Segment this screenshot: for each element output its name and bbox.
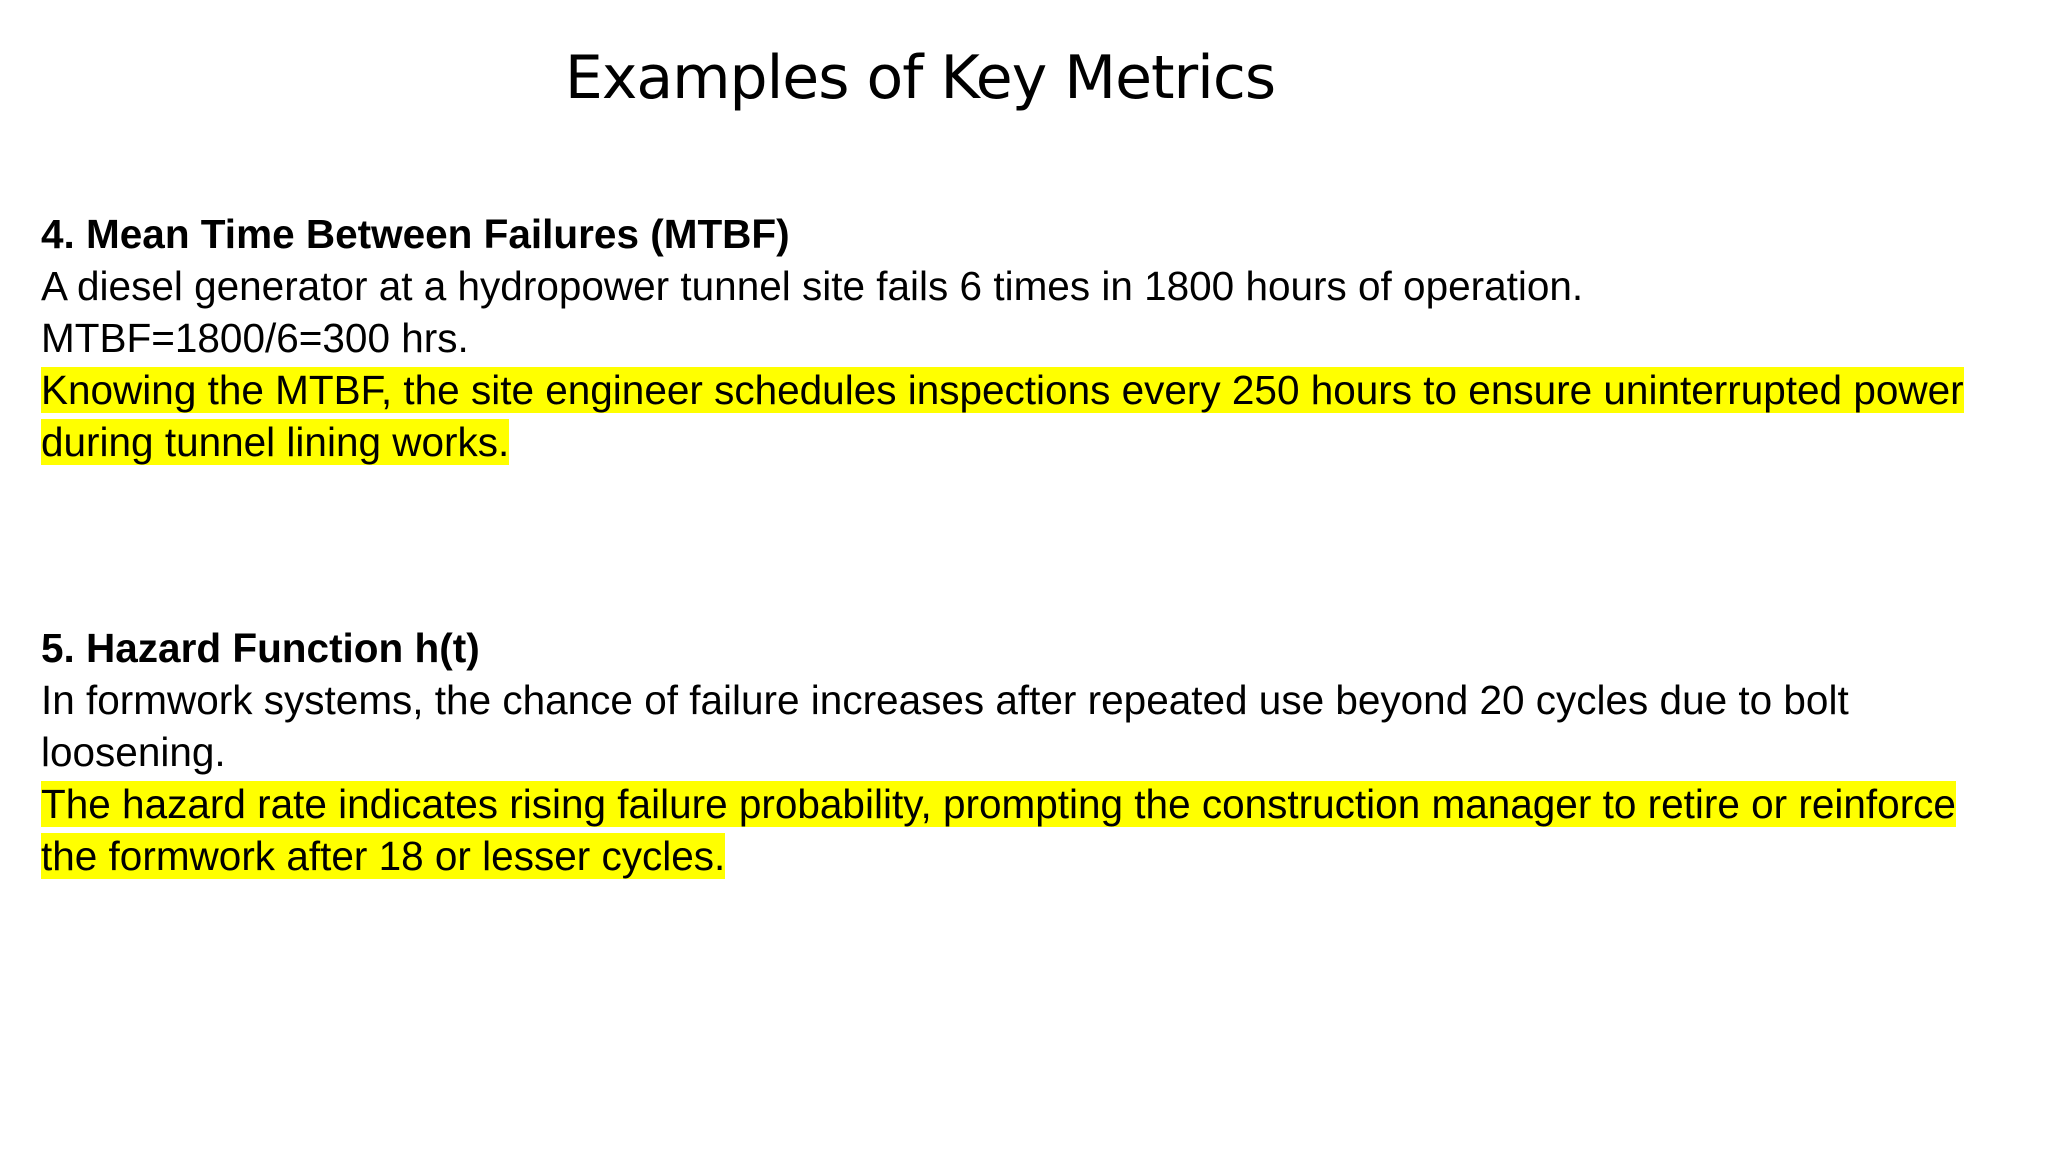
hazard-description: In formwork systems, the chance of failure increases after repeated use beyond 20 cycles due to bolt loosening. [41, 677, 1849, 775]
mtbf-highlighted-text: Knowing the MTBF, the site engineer schedules inspections every 250 hours to ensure uninterrupted power during tunnel lining works. [41, 367, 1964, 465]
mtbf-formula: MTBF=1800/6=300 hrs. [41, 315, 469, 361]
section-hazard-function [41, 622, 2001, 882]
mtbf-description: A diesel generator at a hydropower tunnel site fails 6 times in 1800 hours of operation. [41, 263, 1584, 309]
section-heading-hazard: 5. Hazard Function h(t) [41, 625, 480, 671]
section-heading-mtbf: 4. Mean Time Between Failures (MTBF) [41, 211, 790, 257]
section-mtbf [41, 208, 2001, 468]
hazard-highlighted-text: The hazard rate indicates rising failure probability, prompting the construction manager to retire or reinforce the formwork after 18 or lesser cycles. [41, 781, 1956, 879]
slide-title: Examples of Key Metrics [564, 43, 1276, 113]
